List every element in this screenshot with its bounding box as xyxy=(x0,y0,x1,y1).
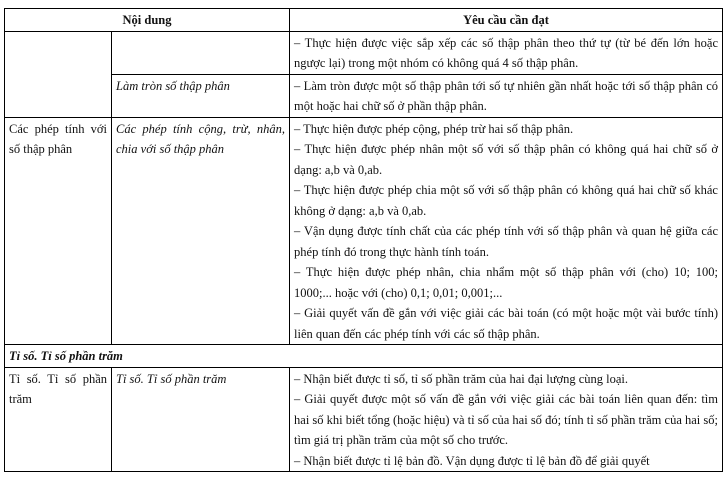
topic-cell xyxy=(5,31,112,117)
requirement-item: – Vận dụng được tính chất của các phép tính với số thập phân và quan hệ giữa các phép tính đó trong thực hành tính toán. xyxy=(294,224,718,259)
requirement-item: – Giải quyết được một số vấn đề gắn với việc giải các bài toán liên quan đến: tìm hai số khi biết tổng (hoặc hiệu) và tỉ số của hai số đó; tính tỉ số phần trăm của hai số; tìm giá trị phần trăm của một số cho trước. xyxy=(294,392,718,447)
table-row xyxy=(5,367,723,472)
table-row xyxy=(5,117,723,345)
requirement-item: – Thực hiện được phép cộng, phép trừ hai số thập phân. xyxy=(294,121,574,136)
header-content: Nội dung xyxy=(5,9,290,32)
subtopic-cell: Tỉ số. Tỉ số phần trăm xyxy=(112,367,290,472)
requirement-item: – Thực hiện được phép chia một số với số thập phân có không quá hai chữ số khác không ở dạng: a,b và 0,ab. xyxy=(294,183,718,218)
requirements-cell xyxy=(290,367,723,472)
requirements-cell xyxy=(290,117,723,345)
topic-cell: Tỉ số. Tỉ số phần trăm xyxy=(5,367,112,472)
requirement-item: – Làm tròn được một số thập phân tới số tự nhiên gần nhất hoặc tới số thập phân có một hoặc hai chữ số ở phần thập phân. xyxy=(294,78,718,113)
subtopic-cell xyxy=(112,31,290,74)
requirement-item: – Nhận biết được tỉ lệ bản đồ. Vận dụng được tỉ lệ bản đồ để giải quyết xyxy=(294,453,650,468)
subtopic-cell: Các phép tính cộng, trừ, nhân, chia với số thập phân xyxy=(112,117,290,345)
requirement-item: – Nhận biết được tỉ số, tỉ số phần trăm của hai đại lượng cùng loại. xyxy=(294,371,629,386)
section-row xyxy=(5,345,723,368)
table-row xyxy=(5,74,723,117)
curriculum-table xyxy=(4,8,723,472)
curriculum-table-wrapper xyxy=(4,8,723,472)
header-requirements: Yêu cầu cần đạt xyxy=(290,9,723,32)
section-heading: Tỉ số. Tỉ số phần trăm xyxy=(5,345,723,368)
table-row xyxy=(5,31,723,74)
requirement-item: – Giải quyết vấn đề gắn với việc giải các bài toán (có một hoặc một vài bước tính) liên quan đến các phép tính với các số thập phân. xyxy=(294,306,718,341)
topic-cell: Các phép tính với số thập phân xyxy=(5,117,112,345)
requirements-cell xyxy=(290,31,723,74)
requirement-item: – Thực hiện được phép nhân, chia nhẩm một số thập phân với (cho) 10; 100; 1000;... hoặc với (cho) 0,1; 0,01; 0,001;... xyxy=(294,265,718,300)
requirement-item: – Thực hiện được phép nhân một số với số thập phân có không quá hai chữ số ở dạng: a,b và 0,ab. xyxy=(294,142,718,177)
table-header-row xyxy=(5,9,723,32)
subtopic-cell: Làm tròn số thập phân xyxy=(112,74,290,117)
requirement-item: – Thực hiện được việc sắp xếp các số thập phân theo thứ tự (từ bé đến lớn hoặc ngược lại) trong một nhóm có không quá 4 số thập phân. xyxy=(294,35,718,70)
requirements-cell xyxy=(290,74,723,117)
